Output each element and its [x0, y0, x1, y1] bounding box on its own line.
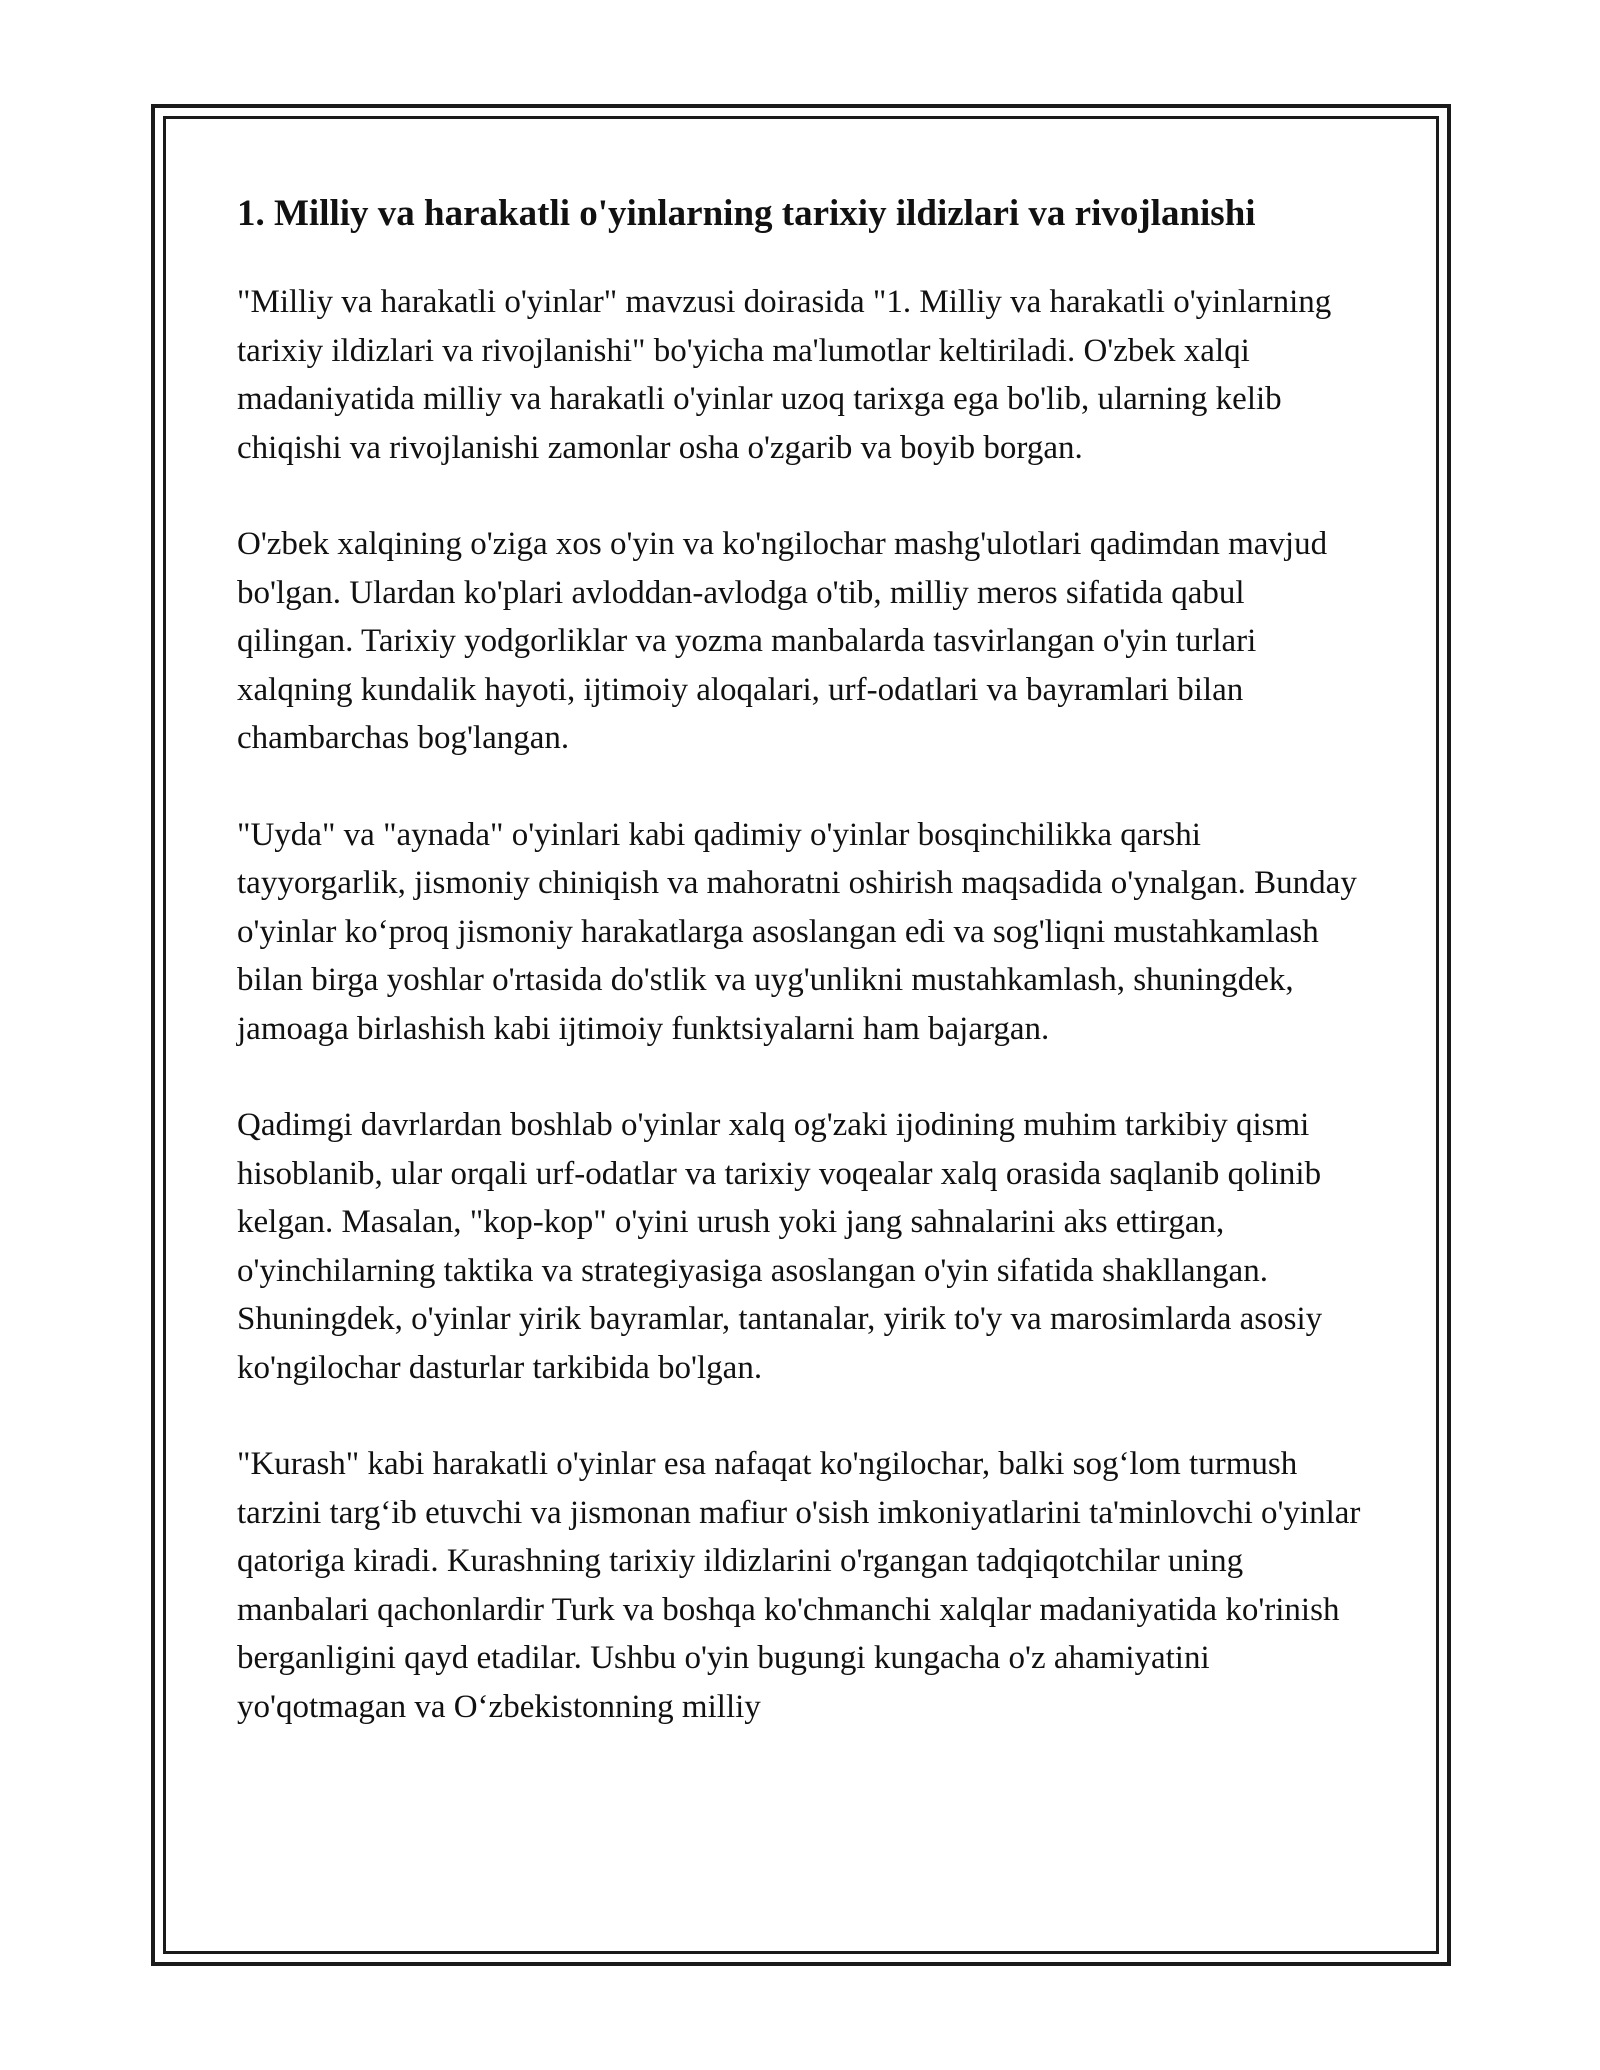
document-body [237, 186, 1367, 1779]
paragraph-4: Qadimgi davrlardan boshlab o'yinlar xalq og'zaki ijodining muhim tarkibiy qismi hisoblanib, ular orqali urf-odatlar va tarixiy voqealar xalq orasida saqlanib qolinib kelgan. Masalan, "kop-kop" o'yini urush yoki jang sahnalarini aks ettirgan, o'yinchilarning taktika va strategiyasiga asoslangan o'yin sifatida shakllangan. Shuningdek, o'yinlar yirik bayramlar, tantanalar, yirik to'y va marosimlarda asosiy ko'ngilochar dasturlar tarkibida bo'lgan. [237, 1107, 1323, 1386]
section-heading: 1. Milliy va harakatli o'yinlarning tarixiy ildizlari va rivojlanishi [237, 193, 1256, 234]
paragraph-1: "Milliy va harakatli o'yinlar" mavzusi doirasida "1. Milliy va harakatli o'yinlarning tarixiy ildizlari va rivojlanishi" bo'yicha ma'lumotlar keltiriladi. O'zbek xalqi madaniyatida milliy va harakatli o'yinlar uzoq tarixga ega bo'lib, ularning kelib chiqishi va rivojlanishi zamonlar osha o'zgarib va boyib borgan. [237, 284, 1332, 466]
paragraph-5: "Kurash" kabi harakatli o'yinlar esa nafaqat ko'ngilochar, balki sog‘lom turmush tarzini targ‘ib etuvchi va jismonan mafiur o'sish imkoniyatlarini ta'minlovchi o'yinlar qatoriga kiradi. Kurashning tarixiy ildizlarini o'rgangan tadqiqotchilar uning manbalari qachonlardir Turk va boshqa ko'chmanchi xalqlar madaniyatida ko'rinish berganligini qayd etadilar. Ushbu o'yin bugungi kungacha o'z ahamiyatini yo'qotmagan va O‘zbekistonning milliy [237, 1446, 1361, 1725]
paragraph-3: "Uyda" va "aynada" o'yinlari kabi qadimiy o'yinlar bosqinchilikka qarshi tayyorgarlik, jismoniy chiniqish va mahoratni oshirish maqsadida o'ynalgan. Bunday o'yinlar ko‘proq jismoniy harakatlarga asoslangan edi va sog'liqni mustahkamlash bilan birga yoshlar o'rtasida do'stlik va uyg'unlikni mustahkamlash, shuningdek, jamoaga birlashish kabi ijtimoiy funktsiyalarni ham bajargan. [237, 816, 1357, 1047]
paragraph-2: O'zbek xalqining o'ziga xos o'yin va ko'ngilochar mashg'ulotlari qadimdan mavjud bo'lgan. Ulardan ko'plari avloddan-avlodga o'tib, milliy meros sifatida qabul qilingan. Tarixiy yodgorliklar va yozma manbalarda tasvirlangan o'yin turlari xalqning kundalik hayoti, ijtimoiy aloqalari, urf-odatlari va bayramlari bilan chambarchas bog'langan. [237, 526, 1328, 756]
